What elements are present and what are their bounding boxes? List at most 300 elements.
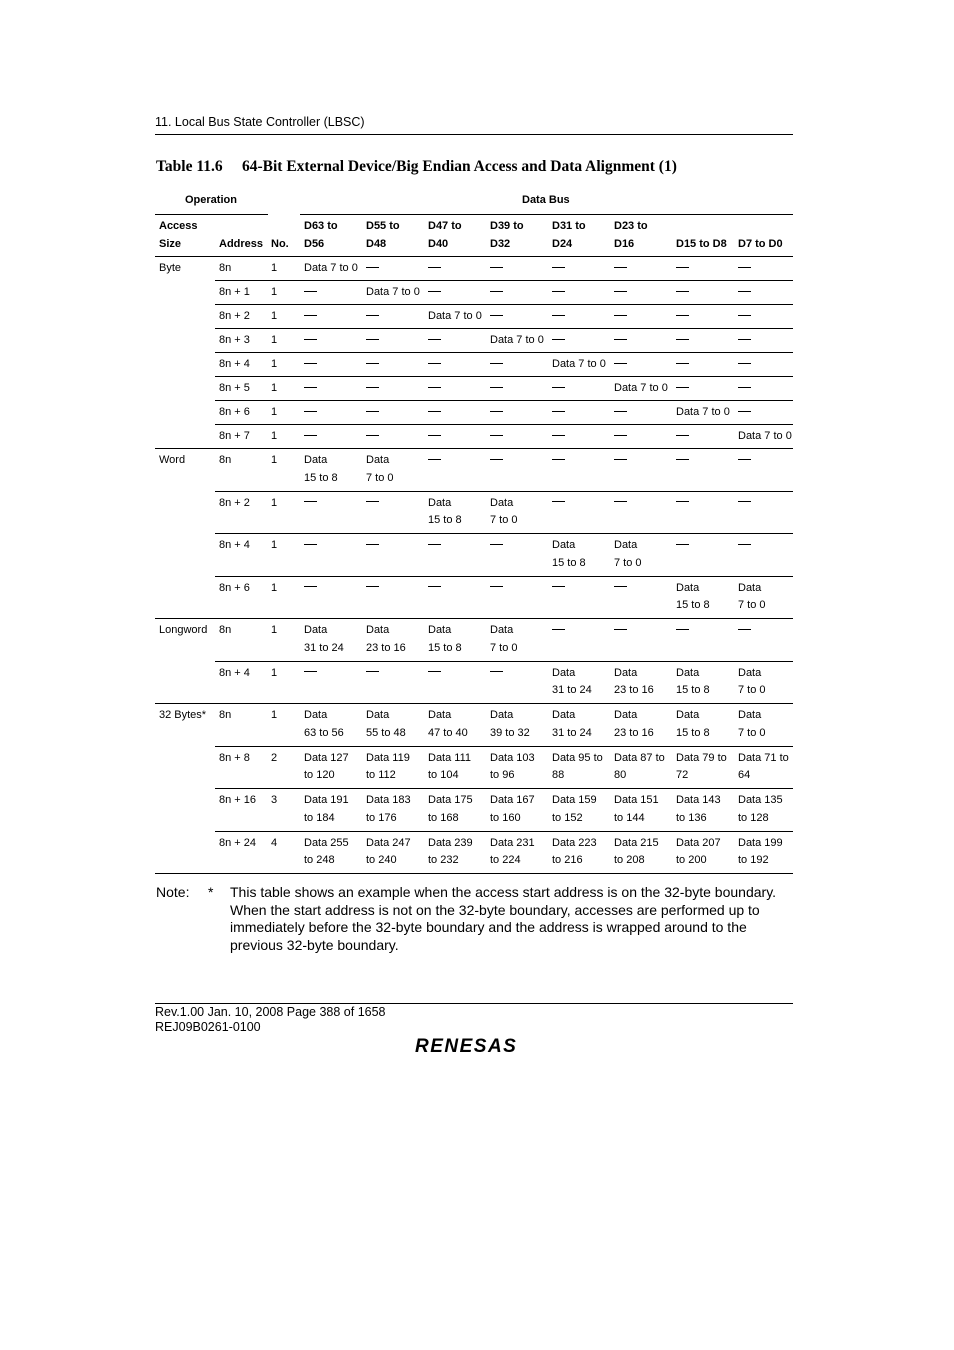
data-bus-cell-line: 88: [552, 769, 565, 781]
group-header-data-bus: Data Bus: [522, 194, 570, 206]
table-row: [155, 377, 793, 401]
column-header-line: D47 to: [428, 220, 462, 232]
data-bus-cell: [300, 305, 362, 329]
address-cell: 8n: [215, 449, 267, 492]
data-bus-cell-line: 31 to 24: [552, 726, 592, 739]
data-bus-cell: [734, 576, 793, 619]
number-cell: 1: [267, 329, 300, 353]
data-bus-cell: [424, 746, 486, 789]
data-bus-cell-line: Data 95 to: [552, 751, 603, 764]
column-header: [548, 216, 610, 257]
data-bus-cell: [610, 831, 672, 874]
dash-mark: [738, 315, 751, 316]
column-header-line: D16: [614, 237, 635, 250]
dash-mark: [552, 411, 565, 412]
data-bus-cell-line: Data: [614, 539, 638, 551]
column-header: [486, 216, 548, 257]
data-bus-cell-line: to 128: [738, 811, 769, 824]
dash-mark: [676, 339, 689, 340]
dash-mark: [304, 387, 317, 388]
data-bus-cell: [362, 491, 424, 534]
footer-doc-number: REJ09B0261-0100: [155, 1020, 261, 1034]
data-bus-cell: [300, 789, 362, 832]
data-bus-cell: [424, 401, 486, 425]
address-cell: 8n + 24: [215, 831, 267, 874]
data-bus-cell: [424, 353, 486, 377]
column-header: [734, 216, 793, 257]
data-bus-cell: [672, 353, 734, 377]
data-bus-cell: [300, 329, 362, 353]
data-bus-cell: [300, 576, 362, 619]
data-bus-cell: [362, 305, 424, 329]
access-size-cell: [155, 425, 215, 449]
address-cell: 8n + 1: [215, 281, 267, 305]
column-header-line: D31 to: [552, 220, 586, 232]
data-bus-cell-line: to 176: [366, 811, 397, 824]
dash-mark: [552, 501, 565, 502]
data-bus-cell-line: to 152: [552, 811, 583, 824]
dash-mark: [738, 459, 751, 460]
data-bus-cell-line: 23 to 16: [366, 641, 406, 654]
dash-mark: [428, 459, 441, 460]
data-bus-cell-line: Data: [428, 709, 452, 721]
data-bus-cell-line: Data 143: [676, 794, 721, 806]
data-bus-cell: [734, 661, 793, 704]
number-cell: 1: [267, 377, 300, 401]
column-header-line: Size: [159, 237, 182, 250]
dash-mark: [676, 363, 689, 364]
data-bus-cell: [672, 257, 734, 281]
data-bus-cell: [486, 401, 548, 425]
table-row: [155, 619, 793, 662]
table-title: [156, 158, 677, 176]
data-bus-cell: [424, 329, 486, 353]
data-bus-cell: [548, 576, 610, 619]
dash-mark: [490, 435, 503, 436]
dash-mark: [738, 387, 751, 388]
dash-mark: [304, 435, 317, 436]
data-bus-cell: [672, 831, 734, 874]
data-bus-cell-line: Data 191: [304, 794, 349, 806]
dash-mark: [738, 629, 751, 630]
data-bus-cell: [424, 377, 486, 401]
dash-mark: [428, 291, 441, 292]
data-bus-cell: [362, 576, 424, 619]
access-size-cell: Byte: [159, 262, 182, 274]
address-cell: 8n: [215, 257, 267, 281]
data-bus-cell-line: 15 to 8: [304, 471, 338, 484]
data-bus-cell: [672, 377, 734, 401]
number-cell: 1: [267, 353, 300, 377]
data-bus-cell: [548, 425, 610, 449]
dash-mark: [552, 586, 565, 587]
data-bus-cell: [610, 281, 672, 305]
table-row: [155, 661, 793, 704]
number-cell: 1: [267, 661, 300, 704]
data-bus-cell: [672, 449, 734, 492]
address-cell: 8n + 4: [215, 661, 267, 704]
data-bus-cell-line: Data 167: [490, 794, 535, 806]
table-number: Table 11.6: [156, 158, 223, 175]
dash-mark: [304, 544, 317, 545]
dash-mark: [552, 267, 565, 268]
data-bus-cell: [548, 704, 610, 747]
dash-mark: [614, 501, 627, 502]
note-marker: *: [208, 884, 214, 900]
column-header-line: Address: [219, 237, 264, 250]
number-cell: 1: [267, 449, 300, 492]
dash-mark: [614, 267, 627, 268]
column-header-line: D55 to: [366, 220, 400, 232]
data-bus-cell-line: Data: [490, 496, 514, 509]
address-cell: 8n + 5: [215, 377, 267, 401]
dash-mark: [366, 387, 379, 388]
data-bus-cell: [424, 425, 486, 449]
dash-mark: [614, 459, 627, 460]
data-bus-cell: [734, 449, 793, 492]
data-bus-cell: [734, 831, 793, 874]
dash-mark: [304, 411, 317, 412]
dash-mark: [676, 629, 689, 630]
data-bus-cell: [610, 425, 672, 449]
data-bus-cell: [672, 534, 734, 577]
access-size-cell: [155, 281, 215, 305]
data-bus-cell: [548, 329, 610, 353]
data-bus-cell-line: Data 7 to 0: [304, 262, 358, 274]
data-bus-cell-line: to 232: [428, 854, 459, 866]
column-header-line: D48: [366, 237, 387, 250]
table-row: [155, 831, 793, 874]
data-bus-cell: [672, 619, 734, 662]
dash-mark: [676, 267, 689, 268]
number-cell: 1: [267, 491, 300, 534]
data-bus-cell-line: 80: [614, 769, 627, 781]
data-bus-cell: [486, 329, 548, 353]
dash-mark: [366, 435, 379, 436]
data-bus-cell-line: to 112: [366, 769, 396, 781]
dash-mark: [366, 363, 379, 364]
data-bus-cell: [610, 329, 672, 353]
dash-mark: [428, 387, 441, 388]
data-bus-cell: [548, 305, 610, 329]
data-bus-cell: [672, 789, 734, 832]
table-row: [155, 789, 793, 832]
dash-mark: [428, 544, 441, 545]
data-bus-cell: [548, 746, 610, 789]
data-bus-cell: [300, 449, 362, 492]
data-bus-cell-line: Data 231: [490, 836, 535, 849]
column-header-line: D32: [490, 237, 511, 250]
data-bus-cell: [610, 789, 672, 832]
data-bus-cell-line: 47 to 40: [428, 726, 468, 739]
data-bus-cell-line: Data: [490, 624, 514, 636]
dash-mark: [490, 291, 503, 292]
data-alignment-table: [155, 216, 793, 874]
data-bus-cell-line: 39 to 32: [490, 726, 530, 739]
column-header-line: [271, 218, 300, 236]
column-header-line: Access: [159, 220, 198, 232]
dash-mark: [614, 363, 627, 364]
data-bus-cell: [672, 491, 734, 534]
data-bus-cell-line: Data 7 to 0: [428, 310, 482, 322]
data-bus-cell: [610, 704, 672, 747]
data-bus-cell-line: to 136: [676, 811, 707, 824]
data-bus-cell: [610, 449, 672, 492]
data-bus-cell: [548, 449, 610, 492]
dash-mark: [738, 411, 751, 412]
data-bus-cell-line: Data 87 to: [614, 751, 665, 764]
data-bus-cell-line: 15 to 8: [552, 556, 586, 569]
data-bus-cell-line: Data: [366, 454, 390, 466]
data-bus-cell: [362, 661, 424, 704]
data-bus-cell-line: to 224: [490, 854, 521, 866]
access-size-cell: Word: [159, 454, 186, 466]
data-bus-cell-line: 7 to 0: [490, 514, 518, 526]
dash-mark: [614, 291, 627, 292]
data-bus-cell: [548, 257, 610, 281]
data-bus-cell: [734, 619, 793, 662]
data-bus-cell: [672, 305, 734, 329]
data-bus-cell-line: to 144: [614, 811, 645, 824]
data-bus-cell-line: to 216: [552, 854, 583, 866]
data-bus-cell: [610, 353, 672, 377]
dash-mark: [676, 544, 689, 545]
dash-mark: [366, 411, 379, 412]
data-bus-cell-line: 7 to 0: [738, 599, 766, 611]
data-bus-cell-line: 7 to 0: [366, 471, 394, 484]
data-bus-cell: [734, 377, 793, 401]
data-bus-cell-line: Data: [738, 581, 762, 594]
data-bus-cell: [362, 449, 424, 492]
data-bus-cell: [424, 281, 486, 305]
data-bus-cell-line: Data 135: [738, 794, 783, 806]
data-bus-cell-line: to 120: [304, 769, 335, 781]
data-bus-cell: [486, 305, 548, 329]
data-bus-cell: [672, 401, 734, 425]
data-bus-cell-line: Data 175: [428, 794, 473, 806]
data-bus-cell: [734, 353, 793, 377]
data-bus-cell: [486, 534, 548, 577]
data-bus-cell: [610, 257, 672, 281]
access-size-cell: [155, 661, 215, 704]
table-header-row: [155, 216, 793, 257]
dash-mark: [676, 315, 689, 316]
data-bus-cell-line: Data: [552, 709, 576, 721]
data-bus-cell: [734, 704, 793, 747]
access-size-cell: [155, 353, 215, 377]
data-bus-cell-line: to 184: [304, 811, 335, 824]
column-header-line: D24: [552, 237, 573, 250]
data-bus-cell: [362, 281, 424, 305]
dash-mark: [738, 339, 751, 340]
table-row: [155, 305, 793, 329]
data-bus-cell: [548, 491, 610, 534]
column-header: [610, 216, 672, 257]
address-cell: 8n + 6: [215, 401, 267, 425]
column-header-line: [676, 218, 734, 236]
dash-mark: [490, 363, 503, 364]
data-bus-cell: [300, 831, 362, 874]
column-header: [300, 216, 362, 257]
table-row: [155, 746, 793, 789]
data-bus-cell-line: Data 119: [366, 751, 410, 764]
data-bus-cell: [672, 576, 734, 619]
dash-mark: [738, 267, 751, 268]
dash-mark: [552, 291, 565, 292]
data-bus-cell-line: Data: [614, 709, 638, 721]
dash-mark: [304, 671, 317, 672]
dash-mark: [676, 387, 689, 388]
data-bus-cell: [610, 401, 672, 425]
data-bus-cell: [548, 534, 610, 577]
dash-mark: [552, 629, 565, 630]
data-bus-cell: [486, 619, 548, 662]
data-bus-cell-line: to 192: [738, 854, 769, 866]
data-bus-cell: [300, 377, 362, 401]
data-bus-cell: [610, 746, 672, 789]
data-bus-cell: [362, 377, 424, 401]
dash-mark: [490, 387, 503, 388]
renesas-logo-text: RENESAS: [415, 1036, 518, 1056]
data-bus-cell: [300, 257, 362, 281]
data-bus-cell-line: Data: [676, 709, 700, 721]
number-cell: 2: [267, 746, 300, 789]
table-row: [155, 425, 793, 449]
number-cell: 1: [267, 401, 300, 425]
data-bus-cell-line: to 200: [676, 854, 707, 866]
data-bus-cell-line: Data: [614, 666, 638, 679]
data-bus-cell-line: Data 7 to 0: [366, 286, 420, 298]
data-bus-cell: [734, 281, 793, 305]
data-bus-cell: [300, 619, 362, 662]
data-bus-cell: [672, 704, 734, 747]
column-header: [215, 216, 267, 257]
dash-mark: [304, 363, 317, 364]
column-header-line: [219, 218, 267, 236]
dash-mark: [304, 315, 317, 316]
data-bus-cell-line: to 240: [366, 854, 397, 866]
dash-mark: [366, 544, 379, 545]
data-bus-cell: [734, 257, 793, 281]
address-cell: 8n + 3: [215, 329, 267, 353]
dash-mark: [552, 315, 565, 316]
access-size-cell: [155, 377, 215, 401]
data-bus-cell: [734, 491, 793, 534]
data-bus-cell-line: Data 111: [428, 751, 472, 764]
data-bus-cell-line: to 96: [490, 769, 515, 781]
column-header: [424, 216, 486, 257]
data-bus-cell: [486, 831, 548, 874]
data-bus-cell: [548, 281, 610, 305]
data-bus-cell-line: Data 71 to: [738, 751, 789, 764]
dash-mark: [490, 411, 503, 412]
data-bus-cell-line: Data: [738, 709, 762, 721]
dash-mark: [304, 501, 317, 502]
column-header-line: D63 to: [304, 220, 338, 232]
number-cell: 3: [267, 789, 300, 832]
dash-mark: [614, 339, 627, 340]
column-header: [362, 216, 424, 257]
data-bus-cell: [486, 661, 548, 704]
data-bus-cell-line: Data 215: [614, 836, 659, 849]
number-cell: 1: [267, 619, 300, 662]
address-cell: 8n + 2: [215, 305, 267, 329]
dash-mark: [490, 315, 503, 316]
data-bus-cell: [672, 661, 734, 704]
column-header-line: D40: [428, 237, 449, 250]
data-bus-cell-line: Data 239: [428, 836, 473, 849]
data-bus-cell-line: Data: [552, 666, 576, 679]
data-bus-cell-line: 23 to 16: [614, 726, 654, 739]
access-size-cell: [155, 831, 215, 874]
table-caption: 64-Bit External Device/Big Endian Access and Data Alignment (1): [242, 158, 677, 175]
address-cell: 8n + 4: [215, 534, 267, 577]
data-bus-cell: [424, 831, 486, 874]
access-size-cell: [155, 534, 215, 577]
data-bus-cell: [486, 377, 548, 401]
data-bus-cell: [362, 619, 424, 662]
data-bus-cell-line: Data 247: [366, 836, 411, 849]
data-bus-cell: [424, 534, 486, 577]
data-bus-cell-line: 15 to 8: [676, 684, 710, 696]
data-bus-cell: [734, 329, 793, 353]
data-bus-cell-line: 15 to 8: [428, 641, 462, 654]
number-cell: 1: [267, 305, 300, 329]
table-row: [155, 281, 793, 305]
operation-rule: [155, 214, 268, 215]
data-bus-cell: [424, 257, 486, 281]
table-row: [155, 401, 793, 425]
data-bus-cell: [362, 257, 424, 281]
data-bus-cell: [486, 746, 548, 789]
number-cell: 1: [267, 257, 300, 281]
dash-mark: [614, 629, 627, 630]
data-bus-cell: [548, 401, 610, 425]
address-cell: 8n + 4: [215, 353, 267, 377]
dash-mark: [552, 387, 565, 388]
data-bus-cell: [610, 305, 672, 329]
dash-mark: [304, 339, 317, 340]
data-bus-cell-line: Data: [676, 581, 700, 594]
data-bus-cell-line: to 248: [304, 854, 335, 866]
data-bus-cell: [300, 704, 362, 747]
data-bus-cell-line: to 208: [614, 854, 645, 866]
number-cell: 1: [267, 704, 300, 747]
address-cell: 8n: [215, 619, 267, 662]
dash-mark: [304, 586, 317, 587]
table-row: [155, 534, 793, 577]
data-bus-cell: [548, 789, 610, 832]
dash-mark: [552, 459, 565, 460]
number-cell: 4: [267, 831, 300, 874]
data-bus-cell: [424, 576, 486, 619]
data-bus-cell-line: Data 103: [490, 751, 535, 764]
data-bus-cell-line: Data 199: [738, 836, 783, 849]
data-bus-cell: [610, 377, 672, 401]
dash-mark: [490, 267, 503, 268]
table-row: [155, 329, 793, 353]
address-cell: 8n: [215, 704, 267, 747]
dash-mark: [428, 586, 441, 587]
data-bus-cell: [486, 576, 548, 619]
dash-mark: [428, 339, 441, 340]
table-row: [155, 257, 793, 281]
data-bus-cell: [362, 425, 424, 449]
data-bus-cell: [300, 425, 362, 449]
number-cell: 1: [267, 425, 300, 449]
data-bus-cell-line: Data: [304, 454, 328, 466]
dash-mark: [552, 339, 565, 340]
